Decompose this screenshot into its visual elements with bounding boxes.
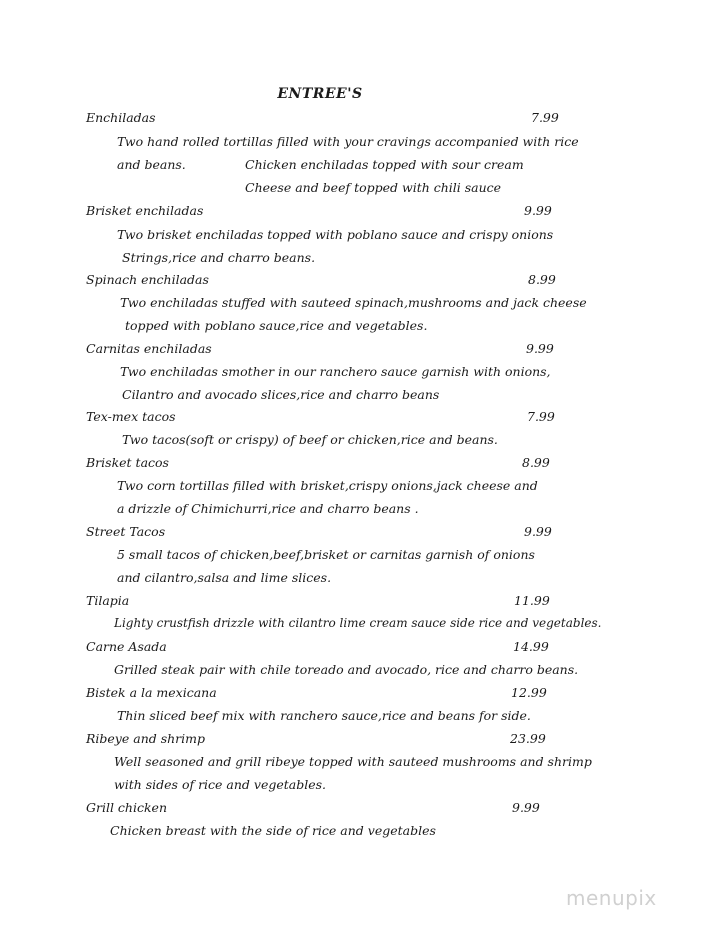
item-price-bistek-a-la-mexicana: 12.99: [511, 685, 547, 700]
item-name-enchiladas: Enchiladas: [86, 110, 156, 125]
item-desc-line: Grilled steak pair with chile toreado and avocado, rice and charro beans.: [114, 662, 579, 677]
item-price-tex-mex-tacos: 7.99: [527, 409, 555, 424]
item-price-tilapia: 11.99: [514, 593, 550, 608]
item-desc-line: Well seasoned and grill ribeye topped with sauteed mushrooms and shrimp: [114, 754, 592, 769]
item-price-brisket-tacos: 8.99: [522, 455, 550, 470]
item-price-enchiladas: 7.99: [531, 110, 559, 125]
item-desc-line: Two corn tortillas filled with brisket,crispy onions,jack cheese and: [117, 478, 538, 493]
item-desc-line: Two hand rolled tortillas filled with your cravings accompanied with rice: [117, 134, 579, 149]
item-price-carne-asada: 14.99: [513, 639, 549, 654]
item-desc-line: a drizzle of Chimichurri,rice and charro beans .: [117, 501, 419, 516]
item-desc-line: Chicken breast with the side of rice and vegetables: [110, 823, 436, 838]
item-desc-line: Lighty crustfish drizzle with cilantro lime cream sauce side rice and vegetables.: [114, 616, 602, 630]
item-name-ribeye-and-shrimp: Ribeye and shrimp: [86, 731, 206, 746]
item-price-carnitas-enchiladas: 9.99: [526, 341, 554, 356]
item-desc-line: with sides of rice and vegetables.: [114, 777, 327, 792]
item-name-tex-mex-tacos: Tex-mex tacos: [86, 409, 176, 424]
item-name-carne-asada: Carne Asada: [86, 639, 167, 654]
item-name-tilapia: Tilapia: [86, 593, 130, 608]
item-desc-line: 5 small tacos of chicken,beef,brisket or carnitas garnish of onions: [117, 547, 535, 562]
item-desc-line: topped with poblano sauce,rice and vegetables.: [125, 318, 428, 333]
item-desc-line: Cilantro and avocado slices,rice and charro beans: [122, 387, 440, 402]
item-price-brisket-enchiladas: 9.99: [524, 203, 552, 218]
item-name-bistek-a-la-mexicana: Bistek a la mexicana: [86, 685, 217, 700]
item-price-street-tacos: 9.99: [524, 524, 552, 539]
item-desc-line: Cheese and beef topped with chili sauce: [245, 180, 502, 195]
item-desc-line: and cilantro,salsa and lime slices.: [117, 570, 332, 585]
item-desc-line: Two enchiladas stuffed with sauteed spinach,mushrooms and jack cheese: [120, 295, 587, 310]
item-desc-line: Thin sliced beef mix with ranchero sauce,rice and beans for side.: [117, 708, 531, 723]
item-desc-line: Chicken enchiladas topped with sour cream: [245, 157, 524, 172]
item-name-street-tacos: Street Tacos: [86, 524, 166, 539]
item-name-brisket-enchiladas: Brisket enchiladas: [86, 203, 204, 218]
item-desc-line: Two tacos(soft or crispy) of beef or chicken,rice and beans.: [122, 432, 498, 447]
item-name-carnitas-enchiladas: Carnitas enchiladas: [86, 341, 212, 356]
item-name-grill-chicken: Grill chicken: [86, 800, 167, 815]
item-desc-line: Strings,rice and charro beans.: [122, 250, 316, 265]
item-name-spinach-enchiladas: Spinach enchiladas: [86, 272, 209, 287]
item-price-spinach-enchiladas: 8.99: [528, 272, 556, 287]
item-desc-line: Two enchiladas smother in our ranchero sauce garnish with onions,: [120, 364, 551, 379]
menu-title: ENTREE'S: [277, 86, 363, 102]
item-price-grill-chicken: 9.99: [512, 800, 540, 815]
item-desc-line: Two brisket enchiladas topped with poblano sauce and crispy onions: [117, 227, 554, 242]
item-desc-line: and beans.: [117, 157, 186, 172]
item-name-brisket-tacos: Brisket tacos: [86, 455, 169, 470]
item-price-ribeye-and-shrimp: 23.99: [510, 731, 546, 746]
watermark-logo: menupix: [566, 886, 657, 910]
